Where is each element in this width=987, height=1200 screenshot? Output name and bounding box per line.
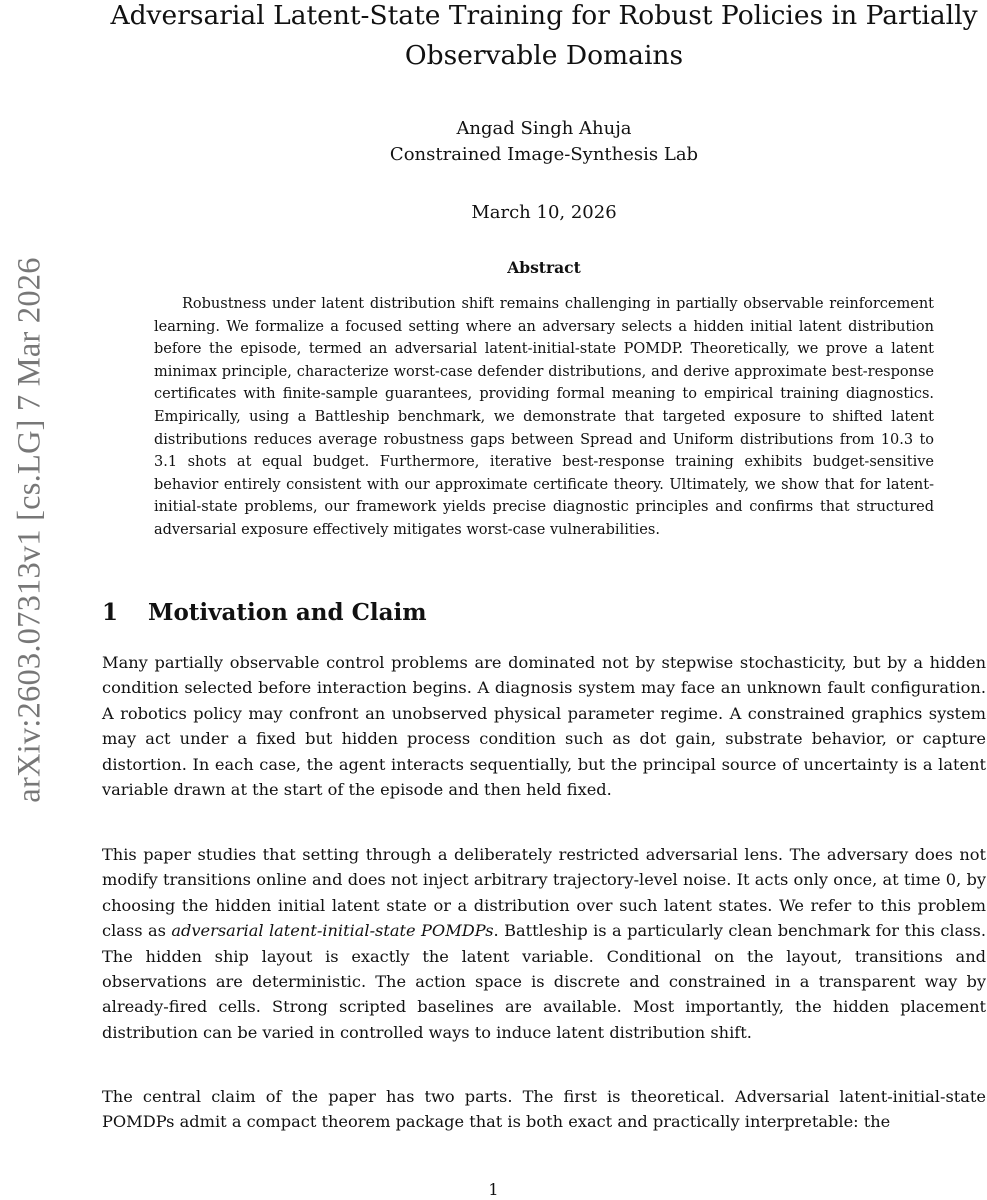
paragraph-2-text-b: . Battleship is a particularly clean benchmark for this class. The hidden ship layout is exactly the latent variable. Conditional on the layout, transitions and observations are deterministic. The action space is discrete and constrained in a transparent way by already-fired cells. Strong scripted baselines are available. Most importantly, the hidden placement distribution can be varied in controlled ways to induce latent distribution shift. bbox=[102, 921, 986, 1042]
paragraph-3: The central claim of the paper has two parts. The first is theoretical. Adversarial latent-initial-state POMDPs admit a compact theorem package that is both exact and practically interpretable: the bbox=[102, 1087, 986, 1132]
paper-date: March 10, 2026 bbox=[471, 202, 617, 223]
abstract-heading: Abstract bbox=[507, 258, 581, 277]
abstract-text: Robustness under latent distribution shift remains challenging in partially observable reinforcement learning. We formalize a focused setting where an adversary selects a hidden initial latent distribution before the episode, termed an adversarial latent-initial-state POMDP. Theoretically, we prove a latent minimax principle, characterize worst-case defender distributions, and derive approximate best-response certificates with finite-sample guarantees, providing formal meaning to empirical training diagnostics. Empirically, using a Battleship benchmark, we demonstrate that targeted exposure to shifted latent distributions reduces average robustness gaps between Spread and Uniform distributions from 10.3 to 3.1 shots at equal budget. Furthermore, iterative best-response training exhibits budget-sensitive behavior entirely consistent with our approximate certificate theory. Ultimately, we show that for latent-initial-state problems, our framework yields precise diagnostic principles and confirms that structured adversarial exposure effectively mitigates worst-case vulnerabilities. bbox=[154, 296, 934, 538]
paragraph-1: Many partially observable control problems are dominated not by stepwise stochasticity, but by a hidden condition selected before interaction begins. A diagnosis system may face an unknown fault configuration. A robotics policy may confront an unobserved physical parameter regime. A constrained graphics system may act under a fixed but hidden process condition such as dot gain, substrate behavior, or capture distortion. In each case, the agent interacts sequentially, but the principal source of uncertainty is a latent variable drawn at the start of the episode and then held fixed. bbox=[102, 653, 986, 800]
paragraph-2 bbox=[102, 842, 986, 1045]
author-name: Angad Singh Ahuja bbox=[456, 118, 632, 139]
section-number: 1 bbox=[102, 599, 119, 626]
paragraph-2-emphasis: adversarial latent-initial-state POMDPs bbox=[171, 921, 494, 941]
paragraph-2-text-a: This paper studies that setting through a deliberately restricted adversarial lens. The adversary does not modify transitions online and does not inject arbitrary trajectory-level noise. It acts only once, at time 0, by choosing the hidden initial latent state or a distribution over such latent states. We refer to this problem class as bbox=[102, 845, 986, 941]
paper-title: Adversarial Latent-State Training for Robust Policies in Partially Observable Domains bbox=[110, 0, 978, 71]
section-title: Motivation and Claim bbox=[148, 599, 427, 626]
page-number: 1 bbox=[488, 1180, 499, 1199]
author-affiliation: Constrained Image-Synthesis Lab bbox=[389, 144, 699, 165]
section-heading bbox=[102, 598, 427, 628]
arxiv-identifier: arXiv:2603.07313v1 [cs.LG] 7 Mar 2026 bbox=[11, 257, 48, 803]
